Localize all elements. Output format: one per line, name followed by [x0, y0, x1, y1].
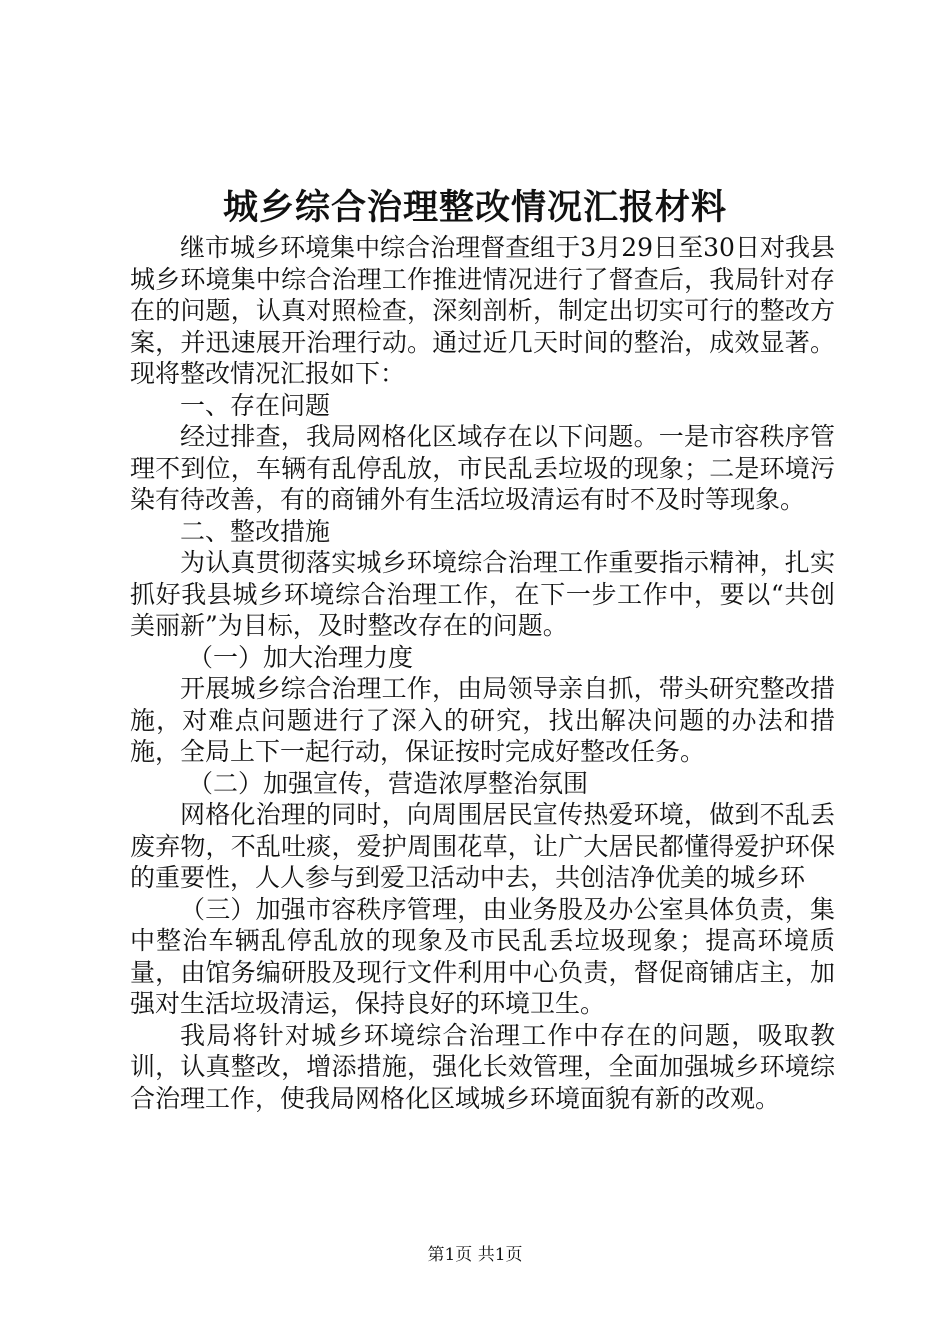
measures-paragraph: 为认真贯彻落实城乡环境综合治理工作重要指示精神，扎实抓好我县城乡环境综合治理工作，在下一步工作中，要以“共创美丽新”为目标，及时整改存在的问题。	[130, 548, 835, 640]
intro-paragraph: 继市城乡环境集中综合治理督查组于3月29日至30日对我县城乡环境集中综合治理工作推进情况进行了督查后，我局针对存在的问题，认真对照检查，深刻剖析，制定出切实可行的整改方案，并迅速展开治理行动。通过近几天时间的整治，成效显著。现将整改情况汇报如下：	[130, 233, 835, 388]
section-heading-problems: 一、存在问题	[180, 390, 331, 420]
publicity-paragraph: 网格化治理的同时，向周围居民宣传热爱环境，做到不乱丢废弃物，不乱吐痰，爱护周围花草，让广大居民都懂得爱护环保的重要性，人人参与到爱卫活动中去，共创洁净优美的城乡环	[130, 800, 835, 892]
conclusion-paragraph: 我局将针对城乡环境综合治理工作中存在的问题，吸取教训，认真整改，增添措施，强化长效管理，全面加强城乡环境综合治理工作，使我局网格化区域城乡环境面貌有新的改观。	[130, 1020, 835, 1113]
page-footer: 第1页 共1页	[427, 1245, 523, 1265]
document-title: 城乡综合治理整改情况汇报材料	[222, 187, 727, 228]
problems-paragraph: 经过排查，我局网格化区域存在以下问题。一是市容秩序管理不到位，车辆有乱停乱放，市民乱丢垃圾的现象；二是环境污染有待改善，有的商铺外有生活垃圾清运有时不及时等现象。	[130, 422, 835, 514]
governance-paragraph: 开展城乡综合治理工作，由局领导亲自抓，带头研究整改措施，对难点问题进行了深入的研究，找出解决问题的办法和措施，全局上下一起行动，保证按时完成好整改任务。	[130, 674, 835, 766]
subheading-strengthen-governance: （一）加大治理力度	[188, 642, 414, 672]
document-body	[130, 232, 835, 1114]
section-heading-measures: 二、整改措施	[180, 516, 331, 546]
city-order-paragraph: （三）加强市容秩序管理，由业务股及办公室具体负责，集中整治车辆乱停乱放的现象及市民乱丢垃圾现象；提高环境质量，由馆务编研股及现行文件利用中心负责，督促商铺店主，加强对生活垃圾清运，保持良好的环境卫生。	[130, 894, 835, 1018]
subheading-publicity: （二）加强宣传，营造浓厚整治氛围	[188, 768, 589, 798]
